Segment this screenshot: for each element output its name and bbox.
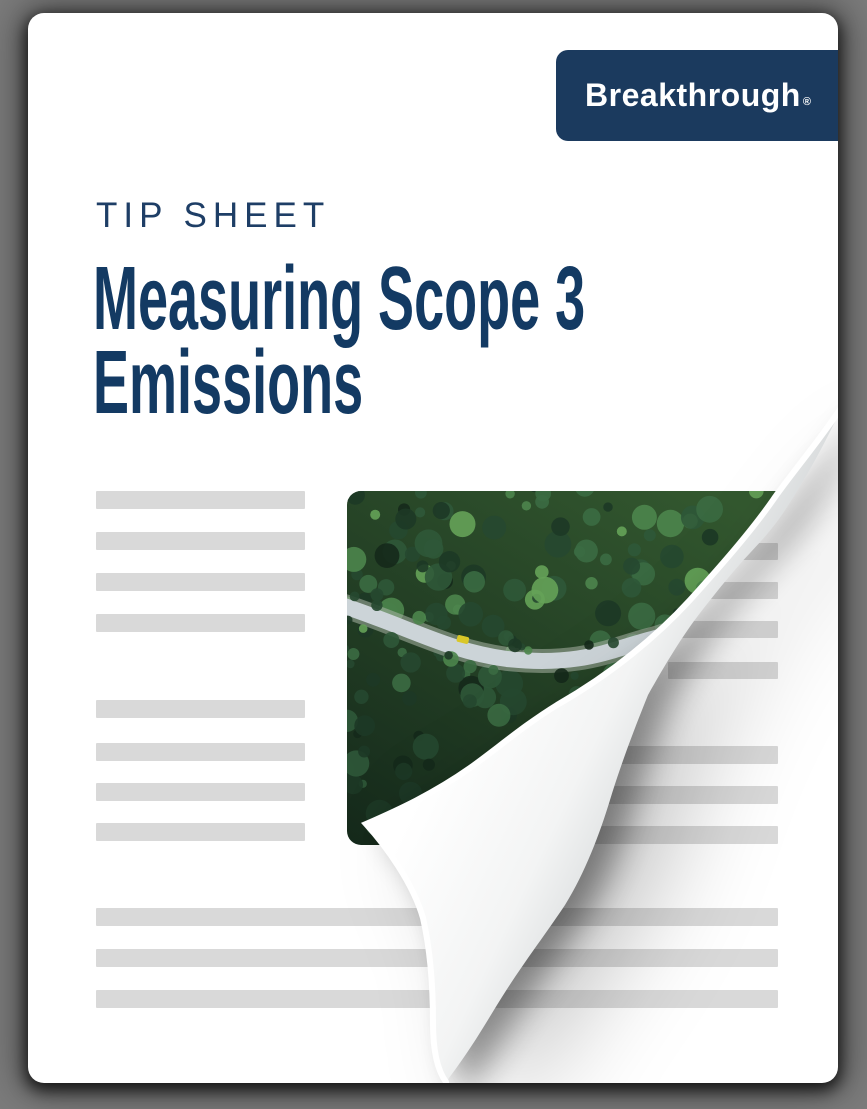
text-placeholder-line: [500, 746, 778, 764]
text-placeholder-line: [96, 491, 305, 509]
text-placeholder-line: [668, 662, 778, 679]
text-placeholder-line: [96, 700, 305, 718]
text-placeholder-line: [96, 573, 305, 591]
text-placeholder-line: [96, 908, 778, 926]
text-placeholder-line: [96, 614, 305, 632]
text-placeholder-line: [500, 826, 778, 844]
breakthrough-logo-badge: [556, 50, 838, 141]
text-placeholder-line: [668, 621, 778, 638]
text-placeholder-line: [96, 743, 305, 761]
text-placeholder-line: [96, 823, 305, 841]
text-placeholder-line: [96, 990, 778, 1008]
registered-trademark-icon: ®: [802, 95, 811, 108]
text-placeholder-line: [96, 532, 305, 550]
title-line-2: Emissions: [93, 333, 364, 433]
text-placeholder-line: [500, 786, 778, 804]
page-title: [93, 249, 586, 433]
document-page: [28, 13, 838, 1083]
logo-wordmark: Breakthrough: [585, 77, 801, 113]
text-placeholder-line: [96, 783, 305, 801]
title-line-1: Measuring Scope 3: [93, 249, 586, 349]
text-placeholder-line: [96, 949, 778, 967]
document-type-label: TIP SHEET: [96, 196, 331, 235]
